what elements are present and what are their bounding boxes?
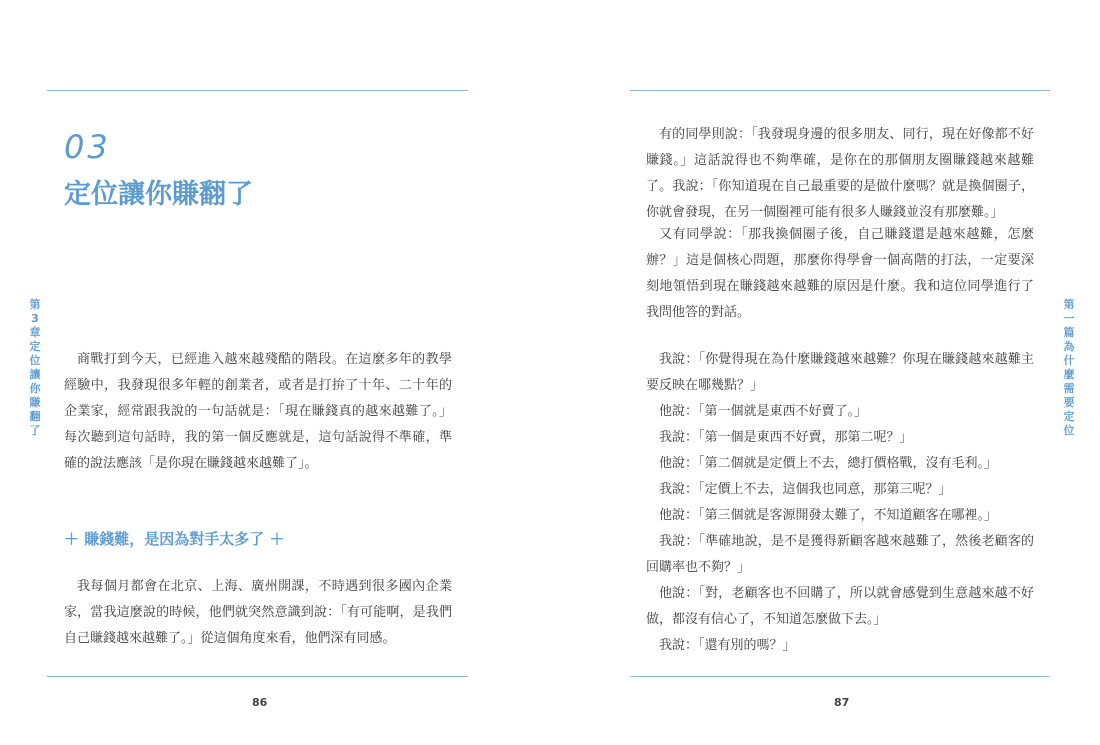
dialogue-line: 他說：「對，老顧客也不回購了，所以就會感覺到生意越來越不好做，都沒有信心了，不知道怎麼做下去。」: [646, 586, 1034, 627]
dialogue-line: 我說：「你覺得現在為什麼賺錢越來越難？你現在賺錢越來越難主要反映在哪幾點？」: [646, 352, 1034, 393]
right-paragraph-1: 有的同學則說：「我發現身邊的很多朋友、同行，現在好像都不好賺錢。」這話說得也不夠準確，是你在的那個朋友圈賺錢越來越難了。我說：「你知道現在自己最重要的是做什麼嗎？就是換個圈子，你就會發現，在另一個圈裡可能有很多人賺錢並沒有那麼難。」: [646, 127, 1034, 220]
left-bottom-rule: [47, 676, 468, 677]
section-body-paragraph: 我每個月都會在北京、上海、廣州開課，不時遇到很多國內企業家，當我這麼說的時候，他們就突然意識到說：「有可能啊，是我們自己賺錢越來越難了。」從這個角度來看，他們深有同感。: [64, 579, 452, 646]
dialogue-line: 他說：「第二個就是定價上不去，總打價格戰，沒有毛利。」: [659, 456, 998, 471]
dialogue-line: 我說：「第一個是東西不好賣，那第二呢？」: [659, 430, 913, 445]
dialogue-line: 我說：「定價上不去，這個我也同意，那第三呢？」: [659, 482, 952, 497]
chapter-number: 03: [64, 128, 111, 166]
right-side-part-label: 第一篇 為什麼需要定位: [1063, 298, 1075, 437]
left-page-number: 86: [252, 696, 268, 709]
chapter-title: 定位讓你賺翻了: [64, 179, 253, 210]
right-bottom-rule: [630, 676, 1050, 677]
section-heading: ＋ 賺錢難，是因為對手太多了 ＋: [64, 530, 285, 548]
right-page-number: 87: [834, 696, 850, 709]
intro-paragraph: 商戰打到今天，已經進入越來越殘酷的階段。在這麼多年的教學經驗中，我發現很多年輕的創業者，或者是打拚了十年、二十年的企業家，經常跟我說的一句話就是：「現在賺錢真的越來越難了。」每次聽到這句話時，我的第一個反應就是，這句話說得不準確，準確的說法應該「是你現在賺錢越來越難了」。: [64, 352, 452, 471]
right-top-rule: [630, 90, 1050, 91]
dialogue-block: [646, 347, 1034, 659]
dialogue-line: 我說：「準確地說，是不是獲得新顧客越來越難了，然後老顧客的回購率也不夠？」: [646, 534, 1034, 575]
dialogue-line: 他說：「第一個就是東西不好賣了。」: [659, 404, 868, 419]
left-top-rule: [47, 90, 468, 91]
dialogue-line: 我說：「還有別的嗎？」: [659, 638, 796, 653]
left-side-chapter-label: 第3章 定位讓你賺翻了: [29, 298, 41, 437]
right-paragraph-2: 又有同學說：「那我換個圈子後，自己賺錢還是越來越難，怎麼辦？」這是個核心問題，那麼你得學會一個高階的打法，一定要深刻地領悟到現在賺錢越來越難的原因是什麼。我和這位同學進行了我問他答的對話。: [646, 227, 1034, 320]
dialogue-line: 他說：「第三個就是客源開發太難了，不知道顧客在哪裡。」: [659, 508, 998, 523]
